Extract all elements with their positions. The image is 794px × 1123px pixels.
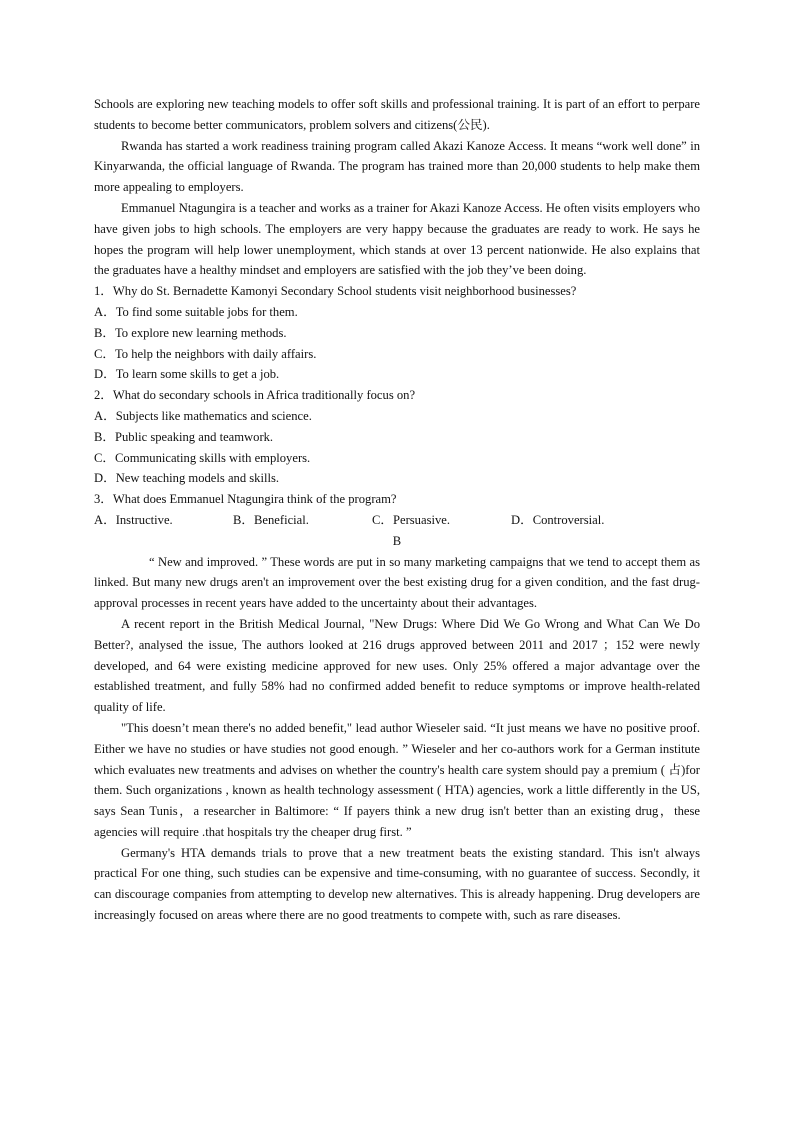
- option-d: D．New teaching models and skills.: [94, 471, 280, 486]
- section-b-label: B: [392, 533, 402, 548]
- option-d: D．Controversial.: [511, 512, 605, 527]
- question-3: [94, 489, 700, 531]
- passage-b-paragraph-1: “ New and improved. ” These words are put in so many marketing campaigns that we tend to accept them as linked. But many new drugs aren't an improvement over the best existing drug for a given condition, and the fast drug-approval processes in recent years have added to the uncertainty about their advantages.: [94, 554, 700, 611]
- document-page: [94, 94, 700, 926]
- option-b: B．Public speaking and teamwork.: [94, 429, 274, 444]
- question-stem: 1．Why do St. Bernadette Kamonyi Secondary School students visit neighborhood businesses?: [94, 284, 577, 299]
- question-2: [94, 385, 700, 489]
- option-b: B．To explore new learning methods.: [94, 325, 287, 340]
- option-a: A．Instructive.: [94, 512, 173, 527]
- question-stem: 3．What does Emmanuel Ntagungira think of the program?: [94, 492, 397, 507]
- option-c: C．To help the neighbors with daily affairs.: [94, 346, 317, 361]
- passage-a-paragraph-2: Rwanda has started a work readiness training program called Akazi Kanoze Access. It means “work well done” in Kinyarwanda, the official language of Rwanda. The program has trained more than 20,000 students to help make them more appealing to employers.: [94, 138, 700, 195]
- passage-b-paragraph-2: A recent report in the British Medical Journal, "New Drugs: Where Did We Go Wrong and What Can We Do Better?, analysed the issue, The authors looked at 216 drugs approved between 2011 and 2017 ；152 were newly developed, and 64 were existing medicine approved for new uses. Only 25% offered a major advantage over the established treatment, and fully 58% had no confirmed added benefit to reduce symptoms or improve health-related quality of life.: [94, 616, 700, 715]
- option-a: A．Subjects like mathematics and science.: [94, 408, 312, 423]
- option-a: A．To find some suitable jobs for them.: [94, 304, 298, 319]
- option-c: C．Persuasive.: [372, 512, 451, 527]
- option-b: B．Beneficial.: [233, 512, 309, 527]
- passage-a-paragraph-1: Schools are exploring new teaching models to offer soft skills and professional training. It is part of an effort to perpare students to become better communicators, problem solvers and citizens(公民).: [94, 97, 700, 132]
- passage-b-paragraph-3: "This doesn’t mean there's no added benefit," lead author Wieseler said. “It just means we have no positive proof. Either we have no studies or have studies not good enough. ” Wieseler and her co-authors work for a German institute which evaluates new treatments and advises on whether the country's health care system should pay a premium ( 占)for them. Such organizations , known as health technology assessment ( HTA) agencies, work a little differently in the US, says Sean Tunis，a researcher in Baltimore: “ If payers think a new drug isn't better than an existing drug，these agencies will require .that hospitals try the cheaper drug first. ”: [94, 720, 700, 839]
- question-1: [94, 281, 700, 385]
- passage-a-paragraph-3: Emmanuel Ntagungira is a teacher and works as a trainer for Akazi Kanoze Access. He often visits employers who have given jobs to high schools. The employers are very happy because the graduates are ready to work. He says he hopes the program will help lower unemployment, which stands at over 13 percent nationwide. He also explains that the graduates have a healthy mindset and employers are satisfied with the job they’ve been doing.: [94, 200, 700, 278]
- question-stem: 2．What do secondary schools in Africa traditionally focus on?: [94, 388, 416, 403]
- passage-b-paragraph-4: Germany's HTA demands trials to prove that a new treatment beats the existing standard. This isn't always practical For one thing, such studies can be expensive and time-consuming, with no guarantee of success. Secondly, it can discourage companies from attempting to develop new alternatives. This is already happening. Drug developers are increasingly focused on areas where there are no good treatments to compete with, such as rare diseases.: [94, 845, 700, 923]
- option-d: D．To learn some skills to get a job.: [94, 367, 280, 382]
- options-row: [94, 510, 700, 531]
- option-c: C．Communicating skills with employers.: [94, 450, 311, 465]
